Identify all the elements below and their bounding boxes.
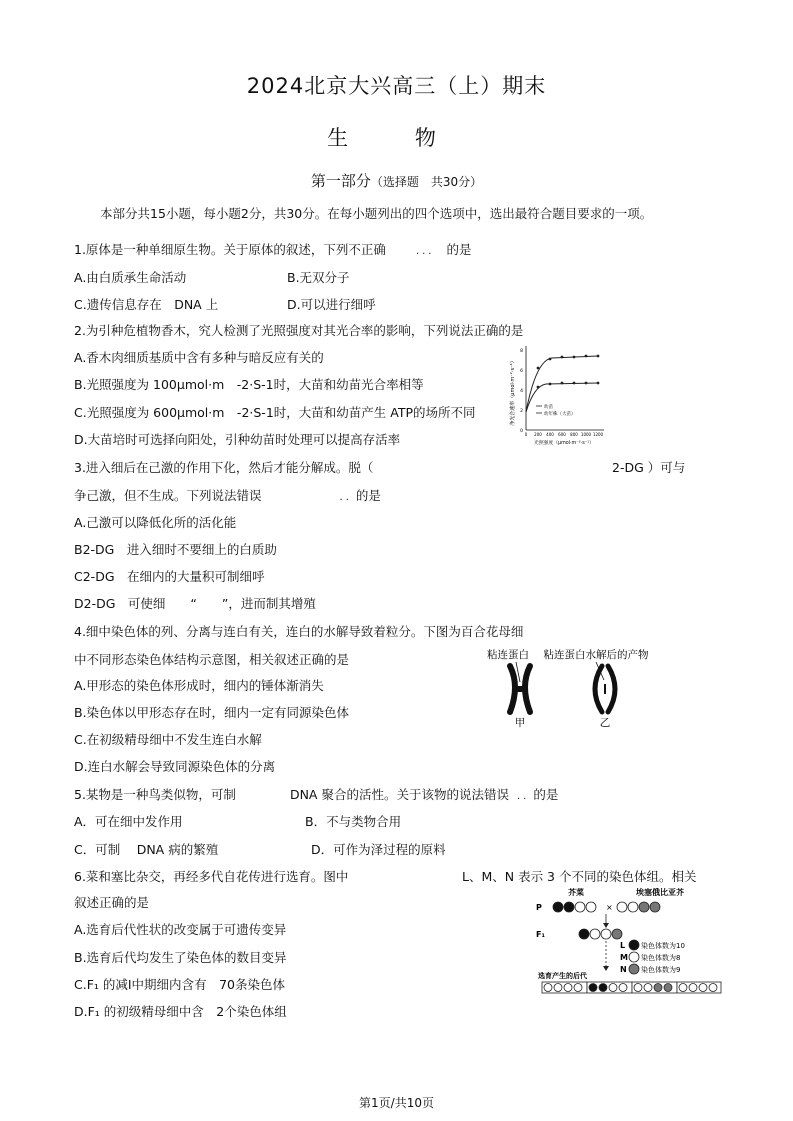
q6-p-circles-a [553, 902, 596, 912]
q3-stem: 3.进入细后在己激的作用下化，然后才能分解成。脱（ [74, 460, 374, 475]
chromosome-jia [510, 666, 530, 712]
q2-chart-xlabel: 光照强度（μmol·m⁻²·s⁻¹） [534, 441, 594, 446]
emphasis-dots: .. [339, 492, 352, 503]
q6-option-c: C.F₁ 的减Ⅰ中期细内含有 70条染色体 [74, 977, 285, 992]
q4-option-b: B.染色体以甲形态存在时，细内一定有同源染色体 [74, 705, 350, 720]
q6-option-a: A.选育后代性状的改变属于可遗传变异 [74, 922, 287, 937]
q2-legend-seedling: 幼苗 [544, 405, 553, 410]
q6-label-n: N [620, 965, 627, 974]
q6-legend-m: 染色体数为8 [641, 954, 681, 962]
page-footer: 第1页/共10页 [359, 1096, 434, 1110]
q2-chart-ytick: 0 [520, 429, 523, 434]
q4-label-yi: 乙 [599, 717, 611, 728]
q5-option-c: C．可制 DNA 病的繁殖 [74, 842, 219, 857]
q6-option-b: B.选育后代均发生了染色体的数目变异 [74, 950, 287, 965]
q4-stem: 4.细中染色体的列、分离与连白有关，连白的水解导致着粒分。下图为百合花母细 [74, 624, 524, 639]
part-main: 第一部分 [310, 172, 371, 190]
q4-option-a: A.甲形态的染色体形成时，细内的锤体渐消失 [74, 678, 324, 693]
q6-legend-circle-l [629, 940, 639, 950]
q6-option-d: D.F₁ 的初级精母细中含 2个染色体组 [74, 1004, 287, 1019]
q2-chart-xtick: 400 [546, 432, 554, 437]
q6-f1-circles [579, 929, 622, 939]
q5-stem-text: 5.某物是一种鸟类似物，可制 [74, 787, 236, 802]
q2-chart-xtick: 800 [570, 432, 578, 437]
q6-p-circles-b [617, 902, 660, 912]
q6-arrowhead-1 [603, 923, 609, 928]
q6-label-l: L [620, 941, 626, 950]
q3-line2-text: 争己激，但不生成。下列说法错误 [74, 488, 262, 503]
section-intro: 本部分共15小题，每小题2分，共30分。在每小题列出的四个选项中，选出最符合题目要求的一项。 [100, 206, 653, 221]
q2-light-chart [508, 340, 608, 448]
q2-stem: 2.为引种危植物香木，究人检测了光照强度对其光合率的影响，下列说法正确的是 [74, 323, 524, 338]
q1-stem [74, 240, 472, 258]
q2-chart-ytick: 4 [520, 389, 523, 394]
q6-offspring-label: 选育产生的后代 [538, 972, 587, 980]
q6-legend-l: 染色体数为10 [641, 942, 685, 950]
q5-option-b: B．不与类物合用 [305, 814, 402, 829]
q6-label-m: M [620, 953, 628, 962]
q3-line2-end: 的是 [355, 488, 381, 503]
q6-legend-circle-m [629, 952, 639, 962]
q2-legend-adult: 幼年株（大苗） [544, 412, 576, 417]
q6-cross-symbol: × [606, 903, 613, 912]
q3-option-c: C2-DG 在细内的大量积可制细呼 [74, 569, 265, 584]
emphasis-dots: .. [516, 791, 530, 802]
q5-stem-mid: DNA 聚合的活性。关于该物的说法错误 [289, 787, 509, 802]
q6-offspring-row [542, 982, 721, 993]
q6-stem-line2: 叙述正确的是 [74, 895, 150, 910]
q2-chart-ylabel: 净光合速率（μmol·m⁻²·s⁻¹） [510, 358, 516, 426]
q6-legend-n: 染色体数为9 [641, 966, 681, 974]
q1-option-d: D.可以进行细呼 [287, 297, 376, 312]
q2-chart-xtick: 0 [524, 432, 528, 437]
q3-stem-line2 [74, 486, 381, 504]
q6-arrowhead-2 [603, 966, 609, 971]
q2-chart-xtick: 1200 [592, 432, 604, 437]
q3-option-d: D2-DG 可使细 “ ”，进而制其增殖 [74, 596, 316, 611]
q4-stem-line2: 中不同形态染色体结构示意图，相关叙述正确的是 [74, 652, 350, 667]
q4-label-cohesin: 粘连蛋白 [487, 649, 529, 661]
q4-label-hydrolysis: 粘连蛋白水解后的产物 [543, 649, 649, 661]
page-title: 2024北京大兴高三（上）期末 [246, 74, 547, 98]
q4-label-jia: 甲 [514, 717, 526, 728]
part-heading [0, 170, 793, 191]
q5-option-d: D．可作为泽过程的原料 [311, 842, 446, 857]
q2-chart-ytick: 2 [520, 409, 523, 414]
q3-option-b: B2-DG 进入细时不要细上的白质助 [74, 542, 277, 557]
q2-chart-ytick: 8 [520, 349, 523, 354]
q1-option-c: C.遗传信息存在 DNA 上 [74, 297, 219, 312]
q3-stem-end: 2-DG ）可与 [612, 460, 686, 475]
q6-legend-circle-n [629, 964, 639, 974]
q6-parent-a: 芥菜 [568, 888, 584, 897]
q2-option-d: D.大苗培时可选择向阳处，引种幼苗时处理可以提高存活率 [74, 432, 401, 447]
q2-option-a: A.香木肉细质基质中含有多种与暗反应有关的 [74, 350, 324, 365]
q2-option-b: B.光照强度为 100μmol·m -2·S-1时，大苗和幼苗光合率相等 [74, 377, 424, 392]
q4-option-c: C.在初级精母细中不发生连白水解 [74, 732, 262, 747]
q1-option-a: A.由白质承生命活动 [74, 270, 187, 285]
q3-option-a: A.己激可以降低化所的活化能 [74, 515, 237, 530]
q2-chart-xtick: 200 [534, 432, 542, 437]
subject-title: 生 物 [327, 126, 466, 150]
q1-stem-end: 的是 [446, 242, 472, 257]
emphasis-dots: ... [415, 246, 435, 257]
part-note: （选择题 共30分） [370, 175, 483, 189]
q4-option-d: D.连白水解会导致同源染色体的分离 [74, 759, 276, 774]
q2-chart-ytick: 6 [520, 369, 523, 374]
q6-parent-b: 埃塞俄比亚芥 [636, 888, 684, 897]
q6-label-p: P [536, 903, 542, 912]
q1-option-b: B.无双分子 [287, 270, 350, 285]
chromosome-yi [595, 666, 615, 712]
q5-stem-end: 的是 [533, 787, 559, 802]
q6-label-f1: F₁ [536, 930, 545, 939]
q4-chromosome-figure [476, 646, 656, 728]
q5-stem [74, 785, 558, 803]
q2-chart-xtick: 600 [558, 432, 566, 437]
q6-stem: 6.菜和塞比杂交，再经多代自花传进行选育。图中 [74, 869, 349, 884]
q2-chart-xtick: 1000 [580, 432, 592, 437]
q2-option-c: C.光照强度为 600μmol·m -2·S-1时，大苗和幼苗产生 ATP的场所不同 [74, 405, 476, 420]
q5-option-a: A．可在细中发作用 [74, 814, 183, 829]
q6-breeding-diagram [534, 886, 724, 998]
q1-stem-text: 1.原体是一种单细原生物。关于原体的叙述，下列不正确 [74, 242, 386, 257]
q6-stem-end: L、M、N 表示 3 个不同的染色体组。相关 [462, 869, 697, 884]
